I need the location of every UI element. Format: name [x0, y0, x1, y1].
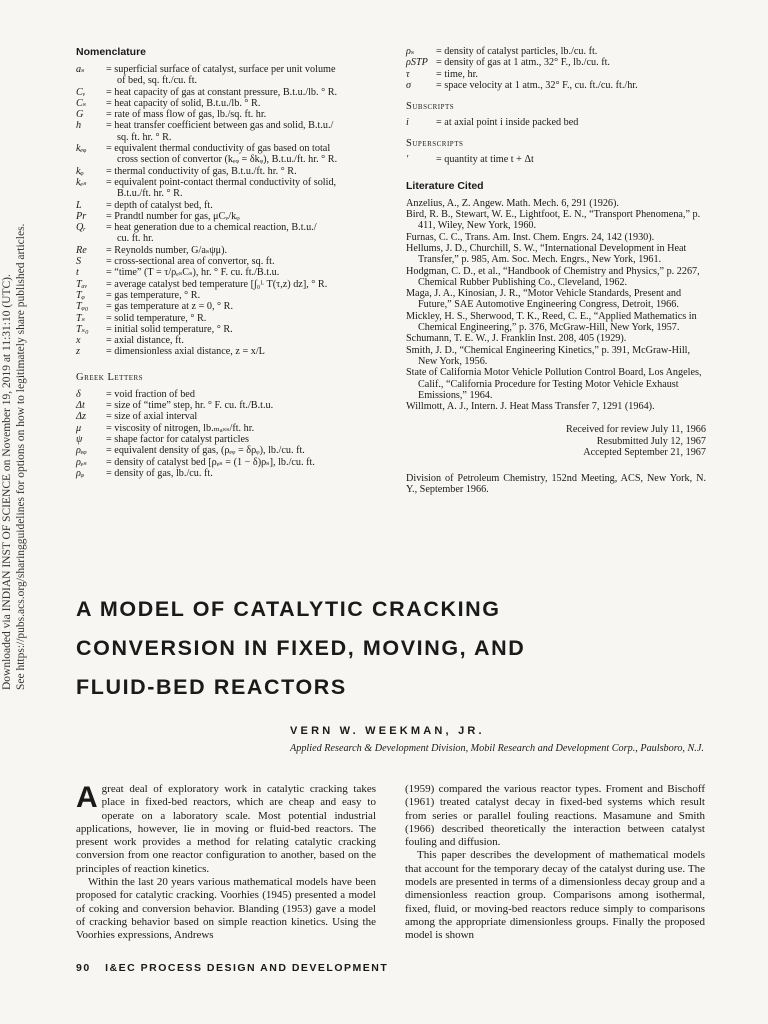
greek-letter-definition-text: = viscosity of nitrogen, lb.ₘₐₛₛ/ft. hr. [106, 422, 255, 434]
nomenclature-row [76, 200, 384, 211]
greek-letter-symbol: δ [76, 388, 81, 400]
nomenclature-row [76, 87, 384, 98]
nomenclature-row [76, 109, 384, 120]
subscript-symbol: i [406, 117, 409, 129]
nomenclature-row [76, 64, 384, 87]
download-notice [0, 224, 28, 690]
superscripts-list [406, 154, 706, 165]
greek-letter-definition [106, 468, 384, 479]
review-dates [406, 424, 706, 459]
symbol-row [406, 69, 706, 80]
nomenclature-definition [106, 109, 384, 120]
nomenclature-definition-continued: cu. ft. hr. [117, 233, 154, 245]
nomenclature-definition-text: = gas temperature at z = 0, ° R. [106, 301, 234, 313]
literature-reference: Hellums, J. D., Churchill, S. W., “International Development in Heat Transfer,” p. 985, Am. Soc. Mech. Engrs., New York, 1961. [406, 242, 687, 266]
body-right-column [405, 783, 705, 943]
greek-letter-row [76, 411, 384, 422]
body-paragraph-1: great deal of exploratory work in catalytic cracking takes place in fixed-bed reactors, which are cheap and easy to operate on a laboratory scale. Most potential industrial applications, however, lie in moving or fluid-bed reactors. The present work provides a method for relating catalytic cracking conversion from one reactor configuration to another, based on the principles of reaction kinetics. [76, 783, 376, 875]
superscript-symbol: ′ [406, 154, 409, 166]
symbol-definition-text: = space velocity at 1 atm., 32° F., cu. ft./cu. ft./hr. [436, 79, 638, 91]
nomenclature-symbol: kᵩ [76, 165, 84, 177]
nomenclature-definition [106, 87, 384, 98]
symbol-symbol: σ [406, 79, 412, 91]
nomenclature-symbol: S [76, 256, 82, 268]
nomenclature-symbol: kₑₛ [76, 176, 87, 188]
literature-reference: State of California Motor Vehicle Pollution Control Board, Los Angeles, Calif., “California Procedure for Testing Motor Vehicle Exhaust Emissions,” 1964. [406, 367, 702, 401]
subscripts-list [406, 117, 706, 128]
page-footer [76, 962, 388, 974]
nomenclature-definition-text: = gas temperature, ° R. [106, 289, 201, 301]
nomenclature-definition [106, 177, 384, 200]
nomenclature-definition-continued: sq. ft. hr. ° R. [117, 131, 172, 143]
greek-letter-symbol: ρᵩ [76, 467, 84, 479]
body-paragraph-2: Within the last 20 years various mathematical models have been proposed for catalytic cracking. Voorhies (1945) presented a model of coking and conversion behavior. Blanding (1953) gave a model of cracking behavior based on simple reaction kinetics. Using the Voorhies expressions, Andrews [76, 876, 376, 942]
nomenclature-symbol: h [76, 120, 82, 132]
nomenclature-row [76, 324, 384, 335]
nomenclature-definition-text: = Reynolds number, G/aₛψμ). [106, 244, 228, 256]
nomenclature-definition [106, 335, 384, 346]
literature-reference: Anzelius, A., Z. Angew. Math. Mech. 6, 291 (1926). [406, 197, 619, 209]
nomenclature-symbol: Tₐᵥ [76, 278, 88, 290]
greek-letter-definition [106, 457, 384, 468]
greek-letter-definition [106, 411, 384, 422]
nomenclature-definition [106, 313, 384, 324]
greek-letter-definition-text: = size of “time” step, hr. ° F. cu. ft./B.t.u. [106, 400, 274, 412]
nomenclature-definition [106, 64, 384, 87]
symbol-definition [436, 80, 706, 91]
nomenclature-symbol: Cᵥ [76, 86, 86, 98]
greek-letter-row [76, 468, 384, 479]
nomenclature-row [76, 143, 384, 166]
nomenclature-symbol: aₛ [76, 64, 85, 75]
right-symbols-list [406, 46, 706, 91]
subscripts-heading: Subscripts [406, 101, 455, 113]
symbol-definition-text: = density of gas at 1 atm., 32° F., lb./cu. ft. [436, 57, 610, 69]
nomenclature-definition [106, 200, 384, 211]
symbol-definition [436, 69, 706, 80]
body-paragraph-4: This paper describes the development of mathematical models that account for the temporary decay of the catalyst during use. The models are presented in terms of a dimensionless decay group and a dimensionless reaction group. Comparisons among isothermal, fixed, fluid, or moving-bed reactors reduce simply to comparisons among the appropriate dimensionless groups. Finally the proposed model is shown [405, 849, 705, 942]
nomenclature-definition [106, 256, 384, 267]
download-notice-line2: See https://pubs.acs.org/sharingguidelines for options on how to legitimately share published articles. [15, 223, 27, 690]
greek-letter-definition-text: = size of axial interval [106, 411, 198, 423]
nomenclature-row [76, 245, 384, 256]
nomenclature-definition [106, 222, 384, 245]
nomenclature-symbol: z [76, 346, 80, 358]
nomenclature-section [76, 46, 384, 479]
title-line-3: FLUID-BED REACTORS [76, 675, 347, 699]
nomenclature-list [76, 64, 384, 358]
symbol-definition-text: = density of catalyst particles, lb./cu. ft. [436, 46, 598, 57]
nomenclature-definition-text: = heat transfer coefficient between gas and solid, B.t.u./ [106, 120, 334, 132]
greek-letter-symbol: ρₑᵩ [76, 445, 87, 457]
greek-letter-definition [106, 434, 384, 445]
author-name: VERN W. WEEKMAN, JR. [290, 725, 485, 737]
symbol-symbol: ρSTP [406, 57, 428, 69]
nomenclature-row [76, 98, 384, 109]
greek-letter-symbol: ψ [76, 433, 83, 445]
greek-letters-heading: Greek Letters [76, 371, 144, 383]
nomenclature-definition-text: = rate of mass flow of gas, lb./sq. ft. hr. [106, 109, 267, 121]
nomenclature-symbol: x [76, 335, 81, 347]
article-title [76, 590, 716, 707]
nomenclature-row [76, 267, 384, 278]
nomenclature-symbol: Tₛ₀ [76, 323, 89, 335]
nomenclature-definition-text: = axial distance, ft. [106, 335, 184, 347]
greek-letter-row [76, 423, 384, 434]
greek-letter-symbol: ρₑₛ [76, 456, 87, 468]
symbol-definition [436, 46, 706, 57]
nomenclature-row [76, 313, 384, 324]
nomenclature-row [76, 279, 384, 290]
nomenclature-definition [106, 143, 384, 166]
greek-letter-row [76, 389, 384, 400]
nomenclature-definition [106, 290, 384, 301]
page-number: 90 [76, 962, 91, 974]
nomenclature-row [76, 346, 384, 357]
nomenclature-symbol: Cₛ [76, 97, 87, 109]
nomenclature-symbol: kₑᵩ [76, 143, 87, 155]
literature-list [406, 198, 706, 413]
nomenclature-symbol: Re [76, 244, 87, 256]
greek-letter-definition [106, 445, 384, 456]
nomenclature-symbol: t [76, 267, 79, 279]
literature-reference: Schumann, T. E. W., J. Franklin Inst. 208, 405 (1929). [406, 333, 627, 345]
nomenclature-definition [106, 324, 384, 335]
symbol-row [406, 57, 706, 68]
greek-letters-list [76, 389, 384, 479]
nomenclature-definition-text: = superficial surface of catalyst, surface per unit volume [106, 64, 336, 75]
literature-reference: Willmott, A. J., Intern. J. Heat Mass Transfer 7, 1291 (1964). [406, 401, 655, 413]
division-note: Division of Petroleum Chemistry, 152nd Meeting, ACS, New York, N. Y., September 1966. [406, 472, 706, 496]
greek-letter-definition-text: = shape factor for catalyst particles [106, 433, 249, 445]
title-line-1: A MODEL OF CATALYTIC CRACKING [76, 597, 501, 621]
nomenclature-definition-text: = heat generation due to a chemical reaction, B.t.u./ [106, 222, 317, 234]
nomenclature-definition-text: = equivalent thermal conductivity of gas based on total [106, 143, 331, 155]
body-left-column [76, 783, 376, 943]
nomenclature-definition-text: = heat capacity of gas at constant pressure, B.t.u./lb. ° R. [106, 86, 338, 98]
drop-cap: A [76, 781, 98, 814]
greek-letter-row [76, 445, 384, 456]
greek-letter-row [76, 434, 384, 445]
nomenclature-definition [106, 346, 384, 357]
nomenclature-row [76, 256, 384, 267]
literature-reference: Bird, R. B., Stewart, W. E., Lightfoot, E. N., “Transport Phenomena,” p. 411, Wiley, New York, 1960. [406, 209, 701, 232]
nomenclature-row [76, 211, 384, 222]
author-block [290, 725, 710, 754]
nomenclature-definition-continued: of bed, sq. ft./cu. ft. [117, 75, 198, 87]
right-symbols-section [406, 46, 706, 496]
symbol-row [406, 80, 706, 91]
nomenclature-symbol: Tₛ [76, 312, 86, 324]
nomenclature-symbol: L [76, 199, 82, 211]
nomenclature-definition [106, 166, 384, 177]
nomenclature-definition [106, 245, 384, 256]
nomenclature-definition-text: = dimensionless axial distance, z = x/L [106, 346, 265, 358]
nomenclature-definition-text: = solid temperature, ° R. [106, 312, 207, 324]
nomenclature-definition [106, 211, 384, 222]
greek-letter-row [76, 457, 384, 468]
nomenclature-definition-text: = cross-sectional area of convertor, sq. ft. [106, 256, 275, 268]
nomenclature-row [76, 120, 384, 143]
nomenclature-row [76, 290, 384, 301]
nomenclature-definition [106, 98, 384, 109]
author-affiliation: Applied Research & Development Division, Mobil Research and Development Corp., Paulsboro, N.J. [290, 743, 704, 754]
greek-letter-symbol: μ [76, 422, 82, 434]
title-line-2: CONVERSION IN FIXED, MOVING, AND [76, 636, 526, 660]
nomenclature-definition-text: = depth of catalyst bed, ft. [106, 199, 213, 211]
nomenclature-row [76, 301, 384, 312]
nomenclature-definition-text: = equivalent point-contact thermal conductivity of solid, [106, 176, 337, 188]
nomenclature-symbol: Tᵩ₀ [76, 301, 89, 313]
literature-reference: Hodgman, C. D., et al., “Handbook of Chemistry and Physics,” p. 2267, Chemical Rubber Publishing Co., Cleveland, 1962. [406, 265, 700, 288]
literature-reference: Furnas, C. C., Trans. Am. Inst. Chem. Engrs. 24, 142 (1930). [406, 231, 655, 243]
symbol-definition [436, 57, 706, 68]
superscript-definition: = quantity at time t + Δt [436, 154, 534, 166]
nomenclature-definition [106, 267, 384, 278]
nomenclature-symbol: G [76, 109, 84, 121]
nomenclature-row [76, 335, 384, 346]
nomenclature-row [76, 166, 384, 177]
literature-reference: Maga, J. A., Kinosian, J. R., “Motor Vehicle Standards, Present and Future,” SAE Automotive Engineering Congress, Detroit, 1966. [406, 288, 682, 311]
symbol-row [406, 46, 706, 57]
nomenclature-definition-text: = Prandtl number for gas, μCᵥ/kᵩ [106, 210, 240, 222]
download-notice-line1: Downloaded via INDIAN INST OF SCIENCE on November 19, 2019 at 11:31:10 (UTC). [1, 274, 13, 690]
greek-letter-definition [106, 400, 384, 411]
greek-letter-definition-text: = void fraction of bed [106, 388, 195, 400]
greek-letter-row [76, 400, 384, 411]
nomenclature-symbol: Qᵣ [76, 222, 86, 234]
nomenclature-definition-text: = heat capacity of solid, B.t.u./lb. ° R. [106, 97, 261, 109]
subscript-definition: = at axial point i inside packed bed [436, 117, 579, 129]
nomenclature-definition-text: = average catalyst bed temperature [∫₀ᴸ T(τ,z) dz], ° R. [106, 278, 328, 290]
nomenclature-row [76, 177, 384, 200]
nomenclature-row [76, 222, 384, 245]
greek-letter-definition [106, 389, 384, 400]
symbol-symbol: τ [406, 68, 410, 80]
resubmitted-date: Resubmitted July 12, 1967 [596, 435, 706, 447]
accepted-date: Accepted September 21, 1967 [583, 447, 706, 459]
nomenclature-symbol: Tᵩ [76, 289, 85, 301]
symbol-symbol: ρₛ [406, 46, 415, 57]
literature-reference: Smith, J. D., “Chemical Engineering Kinetics,” p. 391, McGraw-Hill, New York, 1956. [406, 344, 691, 367]
body-paragraph-3: (1959) compared the various reactor types. Froment and Bischoff (1961) treated catalyst decay in fixed-bed systems which result from series or parallel fouling reactions. Masamune and Smith (1966) described theoretically the interaction between catalyst fouling and diffusion. [405, 783, 705, 849]
journal-name: I&EC PROCESS DESIGN AND DEVELOPMENT [105, 962, 389, 974]
greek-letter-symbol: Δz [76, 411, 86, 423]
received-date: Received for review July 11, 1966 [566, 424, 706, 436]
nomenclature-definition [106, 279, 384, 290]
nomenclature-symbol: Pr [76, 210, 87, 222]
greek-letter-definition-text: = equivalent density of gas, (ρₑᵩ = δρᵩ), lb./cu. ft. [106, 445, 305, 457]
nomenclature-definition [106, 120, 384, 143]
literature-reference: Mickley, H. S., Sherwood, T. K., Reed, C. E., “Applied Mathematics in Chemical Engineering,” p. 376, McGraw-Hill, New York, 1957. [406, 310, 697, 334]
nomenclature-definition-continued: cross section of convertor (kₑᵩ = δkᵩ), B.t.u./ft. hr. ° R. [117, 154, 338, 166]
greek-letter-symbol: Δt [76, 400, 85, 412]
nomenclature-definition-text: = thermal conductivity of gas, B.t.u./ft. hr. ° R. [106, 165, 297, 177]
superscripts-heading: Superscripts [406, 138, 464, 150]
greek-letter-definition-text: = density of gas, lb./cu. ft. [106, 467, 213, 479]
nomenclature-definition [106, 301, 384, 312]
greek-letter-definition [106, 423, 384, 434]
literature-heading: Literature Cited [406, 179, 484, 192]
nomenclature-definition-continued: B.t.u./ft. hr. ° R. [117, 188, 183, 200]
nomenclature-definition-text: = initial solid temperature, ° R. [106, 323, 233, 335]
greek-letter-definition-text: = density of catalyst bed [ρₑₛ = (1 − δ)ρₛ], lb./cu. ft. [106, 456, 315, 468]
symbol-definition-text: = time, hr. [436, 68, 478, 80]
nomenclature-definition-text: = “time” (T = τ/ρₑₛCₛ), hr. ° F. cu. ft./B.t.u. [106, 267, 280, 279]
nomenclature-heading: Nomenclature [76, 46, 147, 58]
